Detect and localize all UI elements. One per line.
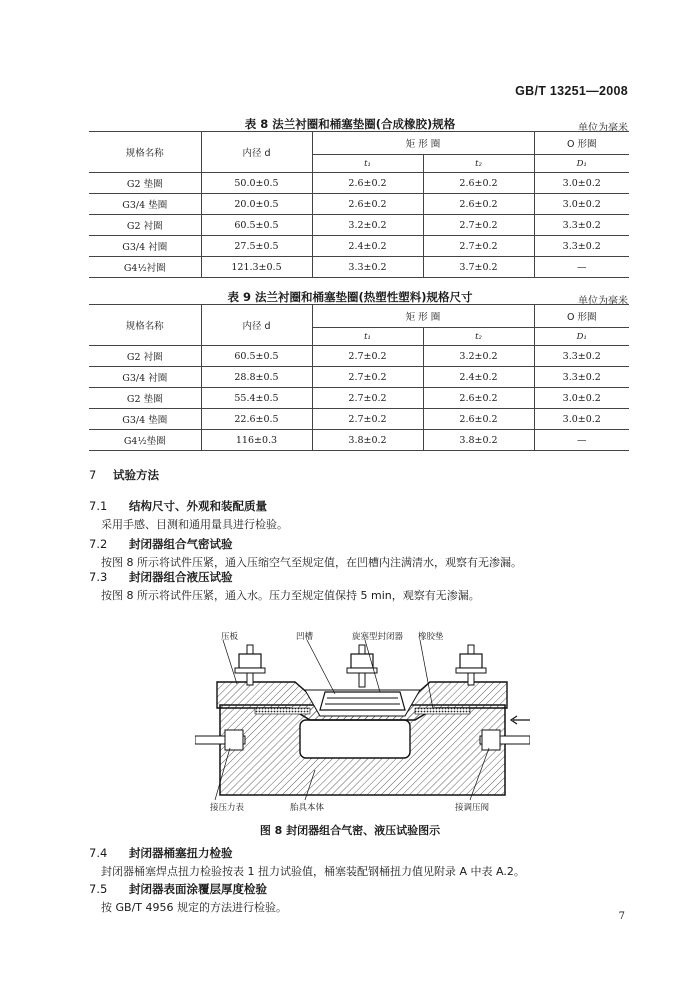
table8-cell: 2.6±0.2 (423, 173, 534, 194)
table-row (89, 194, 629, 215)
table-row (89, 409, 629, 430)
label-gasket: 橡胶垫 (418, 632, 444, 642)
table8-cell: 3.0±0.2 (534, 173, 629, 194)
table-row (89, 346, 629, 367)
label-body: 胎具本体 (290, 803, 325, 813)
section7-heading (89, 467, 159, 483)
table8-cell: 3.7±0.2 (423, 257, 534, 278)
section-number: 7.1 (89, 499, 108, 513)
section-7-4-heading (89, 845, 233, 861)
table9-cell: 55.4±0.5 (201, 388, 312, 409)
table9-header-t1: t₁ (312, 328, 423, 346)
label-press-plate: 压板 (221, 632, 239, 642)
closure (320, 692, 405, 710)
table8-cell: G2 衬圈 (89, 215, 201, 236)
section-number: 7.4 (89, 846, 108, 860)
section-7-3-heading (89, 569, 233, 585)
table8-cell: 2.4±0.2 (312, 236, 423, 257)
table8-cell: 3.3±0.2 (312, 257, 423, 278)
table9-cell: — (534, 430, 629, 451)
table9-cell: G3/4 垫圈 (89, 409, 201, 430)
table8-cell: 2.6±0.2 (312, 194, 423, 215)
bolt-left (235, 645, 265, 685)
table8-header-rect: 矩 形 圈 (312, 132, 534, 155)
table8-cell: 2.7±0.2 (423, 215, 534, 236)
figure8-caption: 图 8 封闭器组合气密、液压试验图示 (259, 824, 441, 837)
table8-cell: 50.0±0.5 (201, 173, 312, 194)
table9-cell: 3.2±0.2 (423, 346, 534, 367)
label-closure: 旋塞型封闭器 (352, 632, 404, 642)
table9-cell: 22.6±0.5 (201, 409, 312, 430)
table9-cell: G2 衬圈 (89, 346, 201, 367)
section-number: 7.2 (89, 537, 108, 551)
section-7-3-body: 按图 8 所示将试件压紧，通入水。压力至规定值保持 5 min，观察有无渗漏。 (101, 589, 480, 602)
gauge-fitting (225, 730, 243, 750)
table8-header-oring: O 形圈 (534, 132, 629, 155)
section-7-5-body: 按 GB/T 4956 规定的方法进行检验。 (101, 901, 287, 914)
section-title: 封闭器桶塞扭力检验 (129, 846, 233, 860)
section-number: 7.5 (89, 882, 108, 896)
page-number: 7 (618, 911, 625, 922)
section7-title: 试验方法 (113, 468, 159, 482)
table8-header-inner: 内径 d (201, 132, 312, 173)
table9-cell: 2.7±0.2 (312, 367, 423, 388)
section-7-1-body: 采用手感、目测和通用量具进行检验。 (101, 518, 288, 531)
table9-cell: 2.7±0.2 (312, 409, 423, 430)
table9-cell: 116±0.3 (201, 430, 312, 451)
section-7-2-body: 按图 8 所示将试件压紧，通入压缩空气至规定值，在凹槽内注满清水，观察有无渗漏。 (101, 556, 522, 569)
bolt-right (456, 645, 486, 685)
section-7-2-heading (89, 536, 233, 552)
table-row (89, 236, 629, 257)
table9-header-inner: 内径 d (201, 305, 312, 346)
table8-cell: 60.5±0.5 (201, 215, 312, 236)
table9-header-rect: 矩 形 圈 (312, 305, 534, 328)
rubber-gasket-right (415, 708, 470, 714)
table8-cell: 2.6±0.2 (312, 173, 423, 194)
table8-cell: — (534, 257, 629, 278)
table8-header-t1: t₁ (312, 155, 423, 173)
table8-cell: 3.2±0.2 (312, 215, 423, 236)
table9-title: 表 9 法兰衬圈和桶塞垫圈(热塑性塑料)规格尺寸 (227, 290, 473, 304)
section-7-4-body: 封闭器桶塞焊点扭力检验按表 1 扭力试验值，桶塞装配钢桶扭力值见附录 A 中表 A.2。 (101, 865, 525, 878)
table8-cell: G4½衬圈 (89, 257, 201, 278)
table9-cell: 3.3±0.2 (534, 346, 629, 367)
table9-cell: G4½垫圈 (89, 430, 201, 451)
table9-cell: 2.7±0.2 (312, 346, 423, 367)
table9-header-t2: t₂ (423, 328, 534, 346)
table9-header-name: 规格名称 (89, 305, 201, 346)
table9-cell: 3.3±0.2 (534, 367, 629, 388)
section-7-1-heading (89, 498, 267, 514)
label-gauge: 接压力表 (210, 803, 245, 813)
table9-cell: 2.6±0.2 (423, 388, 534, 409)
section7-number: 7 (89, 468, 97, 482)
figure8-diagram (195, 620, 530, 815)
table8-cell: G3/4 垫圈 (89, 194, 201, 215)
table9 (89, 304, 629, 451)
valve-fitting (482, 730, 500, 750)
standard-code: GB/T 13251—2008 (515, 84, 628, 98)
section-7-5-heading (89, 881, 267, 897)
section-title: 封闭器组合气密试验 (129, 537, 233, 551)
table8-header-name: 规格名称 (89, 132, 201, 173)
table8-cell: 2.6±0.2 (423, 194, 534, 215)
table-row (89, 215, 629, 236)
section-title: 封闭器表面涂覆层厚度检验 (129, 882, 267, 896)
table8-title: 表 8 法兰衬圈和桶塞垫圈(合成橡胶)规格 (244, 117, 456, 131)
table8-cell: 3.0±0.2 (534, 194, 629, 215)
table-row (89, 257, 629, 278)
section-title: 封闭器组合液压试验 (129, 570, 233, 584)
table9-cell: 60.5±0.5 (201, 346, 312, 367)
table8-cell: G3/4 衬圈 (89, 236, 201, 257)
table9-cell: 28.8±0.5 (201, 367, 312, 388)
table8-cell: G2 垫圈 (89, 173, 201, 194)
rubber-gasket-left (255, 708, 310, 714)
label-groove: 凹槽 (296, 632, 314, 642)
table8-cell: 2.7±0.2 (423, 236, 534, 257)
table8-cell: 3.3±0.2 (534, 236, 629, 257)
section-title: 结构尺寸、外观和装配质量 (129, 499, 267, 513)
table9-header-d1: D₁ (534, 328, 629, 346)
table9-cell: 3.0±0.2 (534, 388, 629, 409)
inlet-arrow (511, 716, 530, 724)
table9-cell: 2.6±0.2 (423, 409, 534, 430)
table9-cell: G3/4 衬圈 (89, 367, 201, 388)
table8-header-t2: t₂ (423, 155, 534, 173)
table-row (89, 173, 629, 194)
table-row (89, 388, 629, 409)
table8-cell: 3.3±0.2 (534, 215, 629, 236)
section-number: 7.3 (89, 570, 108, 584)
table9-header-oring: O 形圈 (534, 305, 629, 328)
table8-cell: 121.3±0.5 (201, 257, 312, 278)
cavity (300, 720, 410, 758)
table8-cell: 27.5±0.5 (201, 236, 312, 257)
table8-header-d1: D₁ (534, 155, 629, 173)
table9-cell: 2.4±0.2 (423, 367, 534, 388)
label-valve: 接调压阀 (455, 803, 490, 813)
table9-cell: 3.8±0.2 (423, 430, 534, 451)
table9-cell: G2 垫圈 (89, 388, 201, 409)
table-row (89, 430, 629, 451)
table8-cell: 20.0±0.5 (201, 194, 312, 215)
table9-unit: 单位为毫米 (578, 296, 628, 307)
table9-cell: 2.7±0.2 (312, 388, 423, 409)
table8 (89, 131, 629, 278)
table-row (89, 367, 629, 388)
table9-cell: 3.8±0.2 (312, 430, 423, 451)
table8-unit: 单位为毫米 (578, 123, 628, 134)
table9-cell: 3.0±0.2 (534, 409, 629, 430)
